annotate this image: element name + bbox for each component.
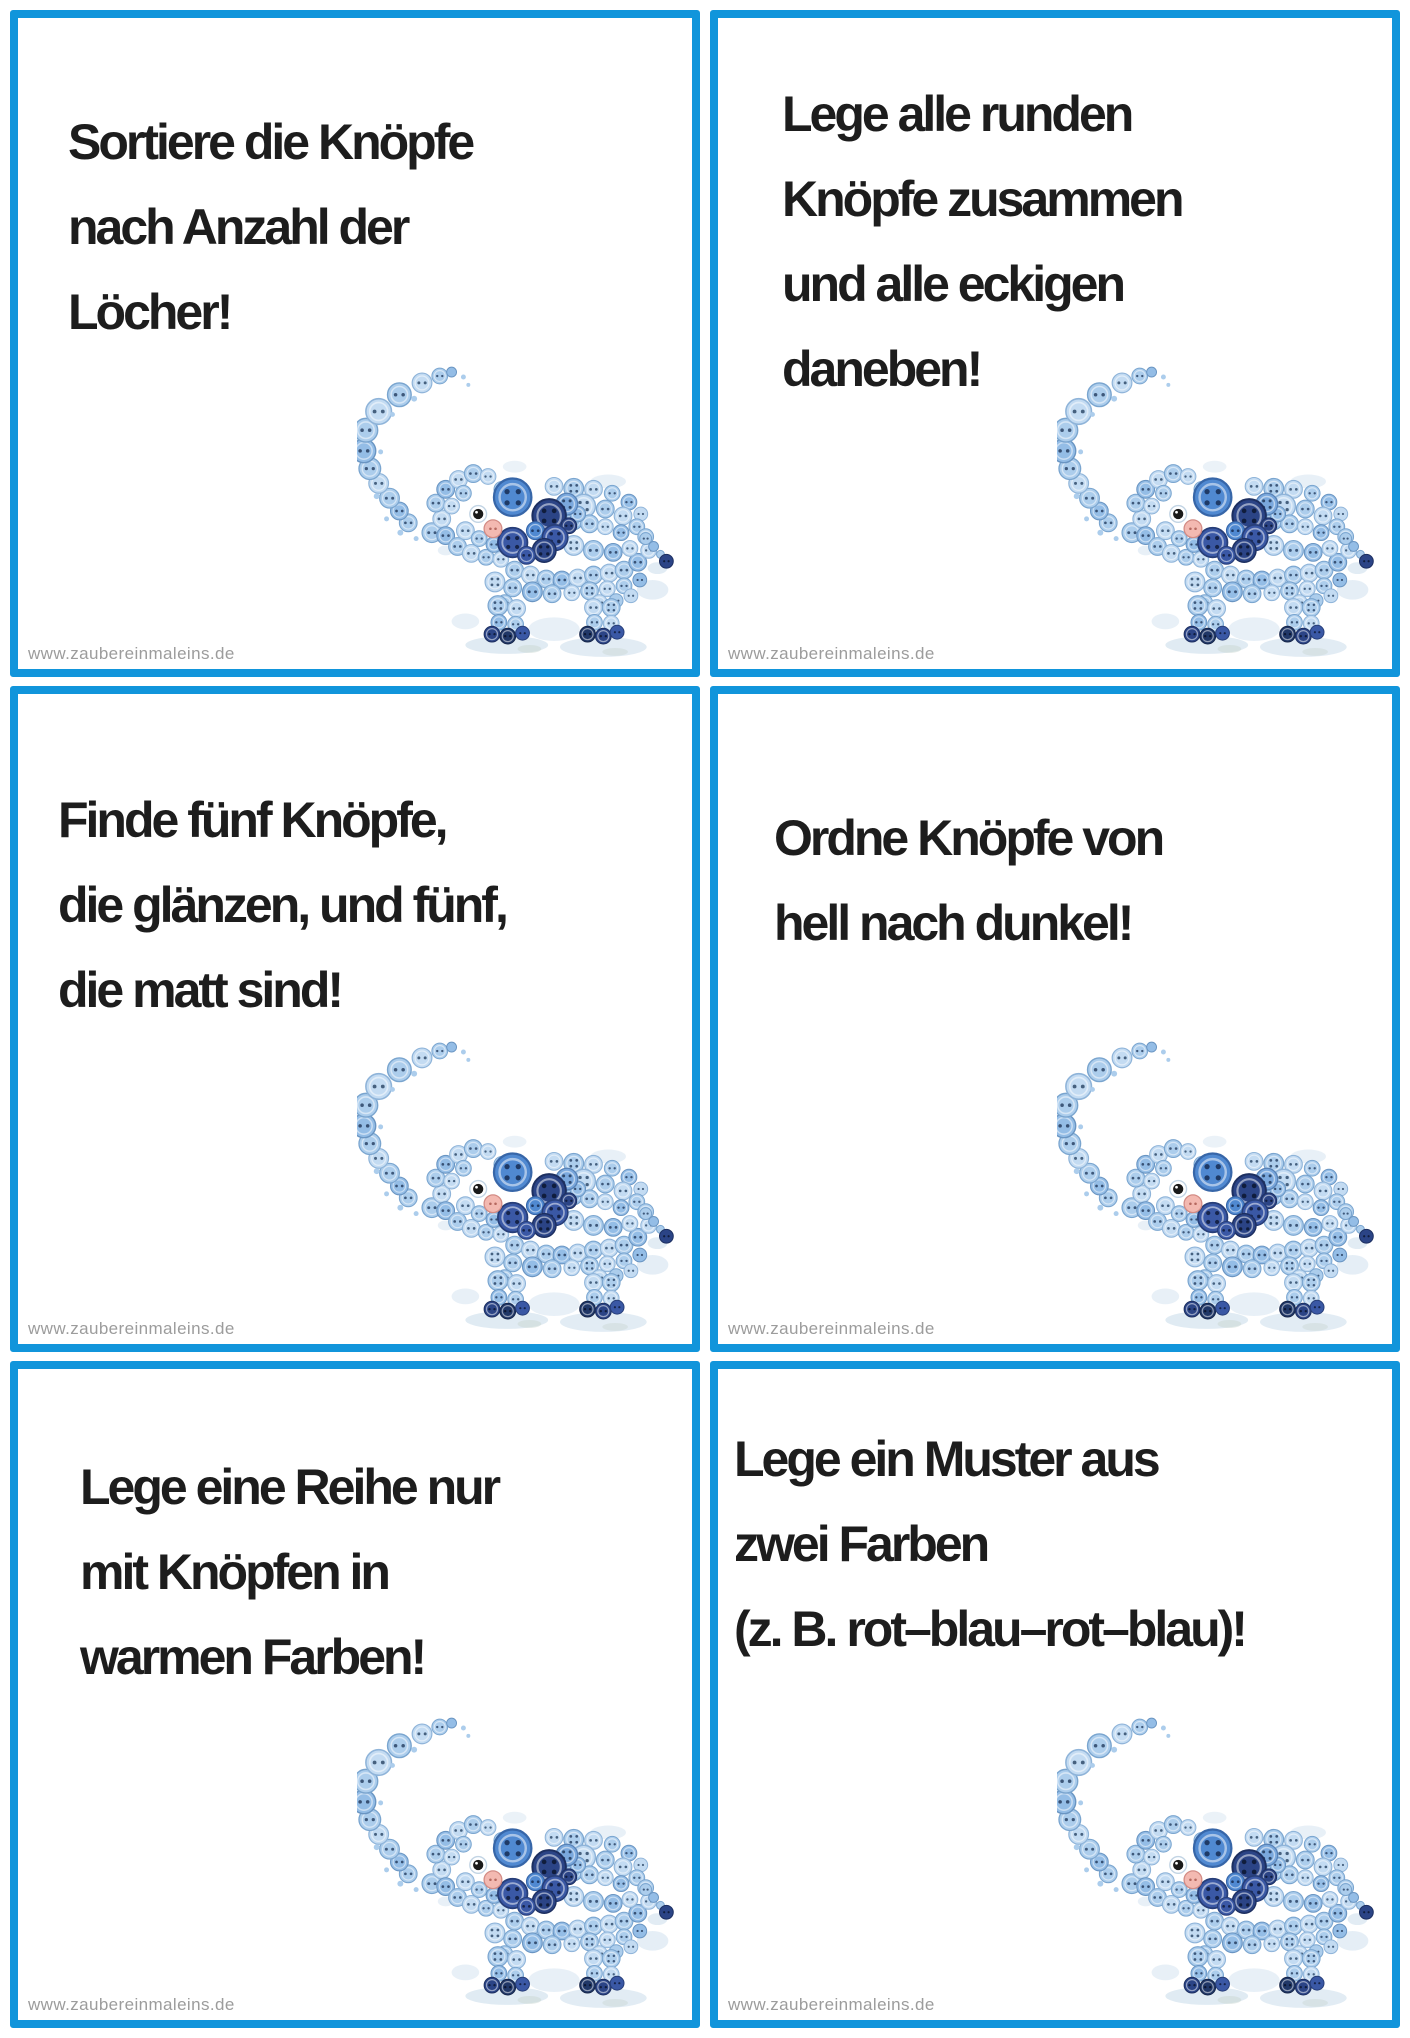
task-text-line: die matt sind! — [58, 961, 342, 1018]
watermark-url: www.zaubereinmaleins.de — [728, 1995, 935, 2014]
task-card-4 — [710, 686, 1400, 1353]
task-text — [774, 796, 1162, 966]
task-text-line: zwei Farben — [734, 1516, 988, 1573]
task-card-5 — [10, 1361, 700, 2028]
watermark-url: www.zaubereinmaleins.de — [28, 1319, 235, 1339]
task-text-line: hell nach dunkel! — [774, 894, 1132, 951]
watermark-url: www.zaubereinmaleins.de — [728, 1319, 935, 1339]
task-text — [68, 100, 472, 355]
task-text-line: die glänzen, und fünf, — [58, 876, 506, 933]
task-text — [782, 72, 1182, 412]
task-text-line: Sortiere die Knöpfe — [68, 114, 473, 170]
task-text-line: Lege eine Reihe nur — [80, 1459, 499, 1516]
task-text-line: Knöpfe zusammen — [782, 171, 1182, 227]
task-card-2 — [710, 10, 1400, 677]
watermark-url: www.zaubereinmaleins.de — [28, 1995, 235, 2014]
task-text-line: Löcher! — [68, 284, 231, 340]
task-text — [80, 1445, 498, 1700]
task-text — [734, 1417, 1245, 1672]
task-text-line: Finde fünf Knöpfe, — [58, 791, 446, 848]
task-text-line: Lege alle runden — [782, 86, 1132, 142]
task-text-line: warmen Farben! — [80, 1629, 425, 1686]
button-elephant-illustration — [357, 363, 692, 659]
task-card-3 — [10, 686, 700, 1353]
task-text-line: mit Knöpfen in — [80, 1544, 388, 1601]
task-text-line: und alle eckigen — [782, 256, 1124, 312]
task-text-line: daneben! — [782, 341, 981, 397]
task-card-1 — [10, 10, 700, 677]
button-elephant-illustration — [1057, 1038, 1392, 1334]
task-text-line: Lege ein Muster aus — [734, 1431, 1158, 1488]
button-elephant-illustration — [357, 1714, 692, 2010]
task-text-line: (z. B. rot–blau–rot–blau)! — [734, 1601, 1245, 1658]
button-elephant-illustration — [1057, 363, 1392, 659]
task-text-line: Ordne Knöpfe von — [774, 809, 1163, 866]
watermark-url: www.zaubereinmaleins.de — [728, 643, 935, 663]
task-card-6 — [710, 1361, 1400, 2028]
watermark-url: www.zaubereinmaleins.de — [28, 643, 235, 663]
button-elephant-illustration — [357, 1038, 692, 1334]
task-text-line: nach Anzahl der — [68, 199, 408, 255]
task-text — [58, 778, 506, 1033]
button-elephant-illustration — [1057, 1714, 1392, 2010]
